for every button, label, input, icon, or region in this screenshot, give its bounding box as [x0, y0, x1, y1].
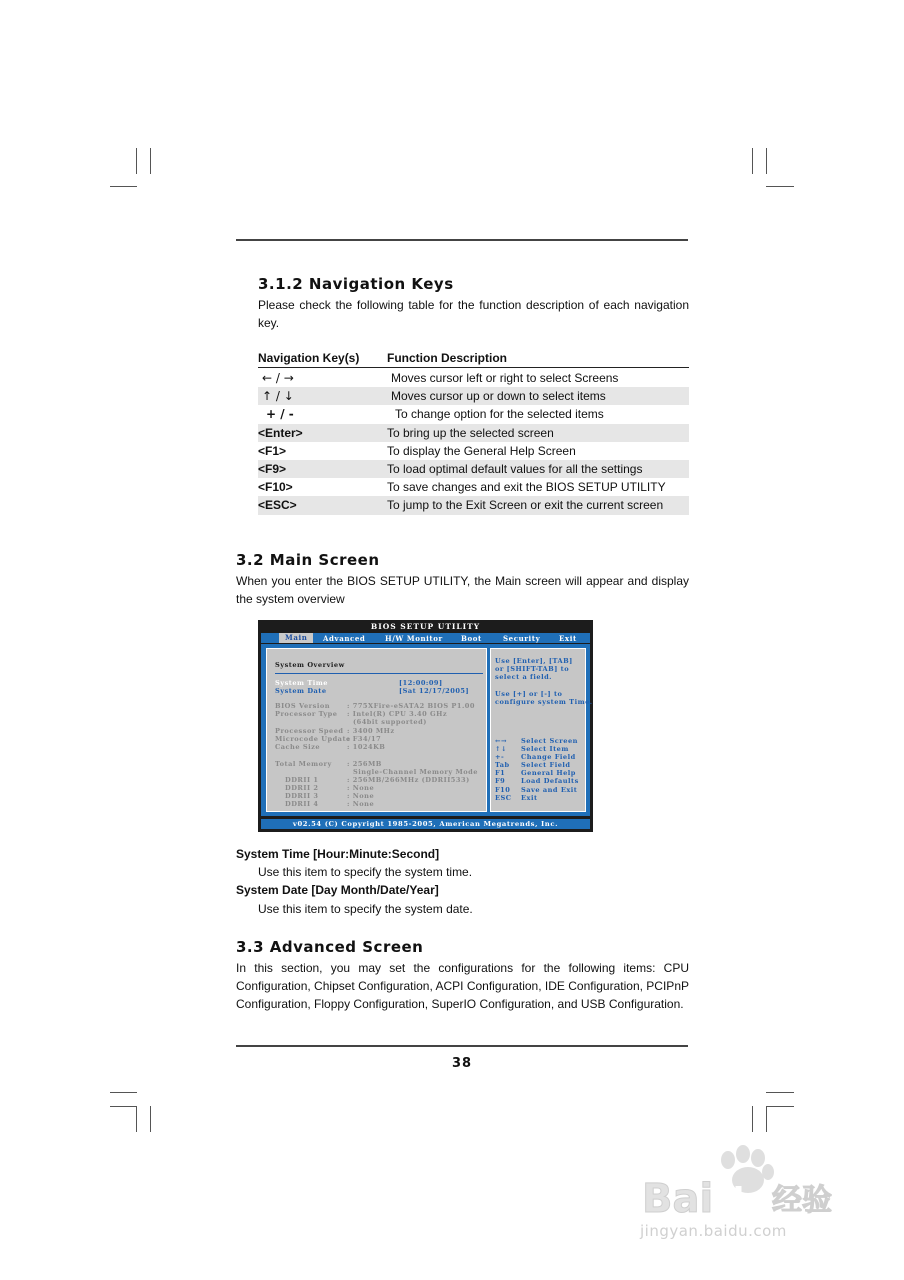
table-header	[258, 350, 689, 368]
bios-memory-value: : None	[347, 800, 375, 808]
bios-memory-value: : 256MB	[347, 760, 382, 768]
description-cell: To jump to the Exit Screen or exit the current screen	[387, 498, 664, 513]
crop-mark	[136, 1106, 137, 1132]
svg-text:Bai: Bai	[642, 1176, 714, 1222]
top-rule	[236, 239, 688, 241]
bios-info-value: : 775XFire-eSATA2 BIOS P1.00	[347, 702, 475, 710]
bios-info-label: Microcode Update	[275, 735, 351, 743]
description-cell: To save changes and exit the BIOS SETUP UTILITY	[387, 480, 666, 495]
bios-memory-value: : None	[347, 784, 375, 792]
system-date-title: System Date [Day Month/Date/Year]	[236, 883, 439, 897]
bios-info-value: (64bit supported)	[353, 718, 427, 726]
bios-key-desc: Select Screen	[521, 737, 578, 745]
column-header-key: Navigation Key(s)	[258, 351, 360, 365]
page-number: 38	[452, 1056, 473, 1071]
bios-key-desc: Load Defaults	[521, 777, 579, 785]
description-cell: Moves cursor up or down to select items	[391, 389, 606, 404]
bios-key-desc: Select Item	[521, 745, 569, 753]
bios-memory-label: DDRII 4	[285, 800, 319, 808]
bios-key-desc: General Help	[521, 769, 576, 777]
bios-help-line: or [SHIFT-TAB] to	[495, 665, 570, 673]
bios-info-label: Processor Speed	[275, 727, 344, 735]
bios-info-label: Processor Type	[275, 710, 338, 718]
description-cell: To load optimal default values for all the settings	[387, 462, 643, 477]
key-cell: <F9>	[258, 462, 287, 477]
bios-screenshot	[258, 620, 593, 832]
crop-mark	[752, 148, 753, 174]
description-cell: To display the General Help Screen	[387, 443, 576, 458]
key-cell: <F10>	[258, 480, 293, 495]
bios-memory-label: DDRII 2	[285, 784, 319, 792]
system-time-desc: Use this item to specify the system time.	[258, 865, 473, 879]
bios-key-desc: Save and Exit	[521, 786, 578, 794]
crop-mark	[110, 186, 137, 187]
bios-help-line: select a field.	[495, 673, 552, 681]
bottom-rule	[236, 1045, 688, 1047]
description-cell: Moves cursor left or right to select Screens	[391, 371, 619, 386]
bios-body	[261, 644, 593, 816]
key-cell: <F1>	[258, 443, 287, 458]
svg-text:du: du	[720, 1181, 769, 1221]
crop-mark	[766, 1106, 767, 1132]
crop-mark	[766, 1106, 794, 1107]
main-screen-intro: When you enter the BIOS SETUP UTILITY, the Main screen will appear and display the system overview	[236, 574, 689, 606]
bios-tab-exit[interactable]: Exit	[559, 634, 577, 643]
crop-mark	[766, 1092, 794, 1093]
key-cell: + / -	[266, 407, 294, 422]
bios-memory-value: Single-Channel Memory Mode	[353, 768, 478, 776]
table-row	[258, 387, 689, 405]
table-row	[258, 460, 689, 478]
system-date-desc: Use this item to specify the system date.	[258, 902, 473, 916]
table-row	[258, 442, 689, 460]
bios-key: ←→	[495, 737, 508, 745]
bios-help-line: configure system Time.	[495, 698, 593, 706]
crop-mark	[766, 148, 767, 174]
bios-tab-main[interactable]: Main	[279, 633, 313, 643]
bios-main-panel	[266, 648, 487, 812]
bios-memory-label: Total Memory	[275, 760, 332, 768]
bios-info-value: : Intel(R) CPU 3.40 GHz	[347, 710, 448, 718]
bios-section-title: System Overview	[275, 661, 345, 669]
crop-mark	[752, 1106, 753, 1132]
bios-key: F1	[495, 769, 506, 777]
bios-info-value: : F34/17	[347, 735, 382, 743]
bios-key: +-	[495, 753, 505, 761]
bios-info-value: : 3400 MHz	[347, 727, 395, 735]
crop-mark	[110, 1106, 137, 1107]
key-cell: <Enter>	[258, 425, 303, 440]
bios-help-line: Use [Enter], [TAB]	[495, 657, 573, 665]
bios-tab-boot[interactable]: Boot	[461, 634, 482, 643]
bios-help-line: Use [+] or [-] to	[495, 690, 563, 698]
section-heading-main-screen: 3.2 Main Screen	[236, 551, 380, 569]
description-cell: To change option for the selected items	[395, 407, 604, 422]
bios-help-panel	[490, 648, 593, 812]
bios-title: BIOS SETUP UTILITY	[370, 622, 481, 631]
bios-key-desc: Select Field	[521, 761, 571, 769]
column-header-description: Function Description	[387, 351, 507, 365]
bios-info-label: BIOS Version	[275, 702, 331, 710]
bios-key: ESC	[495, 794, 512, 802]
section-heading-navigation-keys: 3.1.2 Navigation Keys	[258, 275, 454, 293]
svg-text:经验: 经验	[772, 1183, 832, 1218]
navigation-keys-table	[258, 350, 689, 515]
bios-info-value: : 1024KB	[347, 743, 386, 751]
bios-system-time-value[interactable]: [12:00:09]	[399, 679, 443, 687]
system-time-title: System Time [Hour:Minute:Second]	[236, 847, 440, 861]
description-cell: To bring up the selected screen	[387, 425, 554, 440]
crop-mark	[136, 148, 137, 174]
key-cell: ← / →	[262, 371, 294, 386]
crop-mark	[150, 1106, 151, 1132]
bios-menu-bar	[261, 633, 590, 643]
bios-tab-advanced[interactable]: Advanced	[323, 634, 366, 643]
bios-system-date-value[interactable]: [Sat 12/17/2005]	[399, 687, 470, 695]
bios-memory-value: : 256MB/266MHz (DDRII533)	[347, 776, 470, 784]
bios-system-date-label[interactable]: System Date	[275, 687, 327, 695]
watermark-url: jingyan.baidu.com	[640, 1222, 787, 1240]
navigation-keys-intro: Please check the following table for the function description of each navigation key.	[258, 298, 689, 330]
table-row	[258, 478, 689, 496]
table-row	[258, 369, 689, 387]
bios-tab-security[interactable]: Security	[503, 634, 541, 643]
advanced-screen-line: Configuration, Chipset Configuration, ACPI Configuration, IDE Configuration, PCIPnP	[236, 979, 689, 993]
bios-key-desc: Change Field	[521, 753, 576, 761]
bios-info-label: Cache Size	[275, 743, 321, 751]
table-row	[258, 424, 689, 442]
advanced-screen-line: Configuration, Floppy Configuration, SuperIO Configuration, and USB Configuration.	[236, 997, 684, 1011]
bios-key-desc: Exit	[521, 794, 538, 802]
bios-key: F9	[495, 777, 506, 785]
bios-memory-label: DDRII 1	[285, 776, 319, 784]
bios-system-time-label[interactable]: System Time	[275, 679, 328, 687]
bios-footer: v02.54 (C) Copyright 1985-2005, American Megatrends, Inc.	[261, 819, 590, 829]
bios-key: F10	[495, 786, 511, 794]
key-cell: ↑ / ↓	[262, 389, 294, 404]
crop-mark	[150, 148, 151, 174]
bios-key: Tab	[495, 761, 510, 769]
crop-mark	[110, 1092, 137, 1093]
bios-key: ↑↓	[495, 745, 508, 753]
table-row	[258, 496, 689, 514]
table-row	[258, 405, 689, 423]
bios-memory-label: DDRII 3	[285, 792, 319, 800]
bios-memory-value: : None	[347, 792, 375, 800]
advanced-screen-line: In this section, you may set the configurations for the following items: CPU	[236, 961, 689, 975]
bios-tab-hw-monitor[interactable]: H/W Monitor	[385, 634, 443, 643]
key-cell: <ESC>	[258, 498, 297, 513]
section-heading-advanced-screen: 3.3 Advanced Screen	[236, 938, 424, 956]
crop-mark	[766, 186, 794, 187]
bios-divider	[275, 673, 483, 674]
